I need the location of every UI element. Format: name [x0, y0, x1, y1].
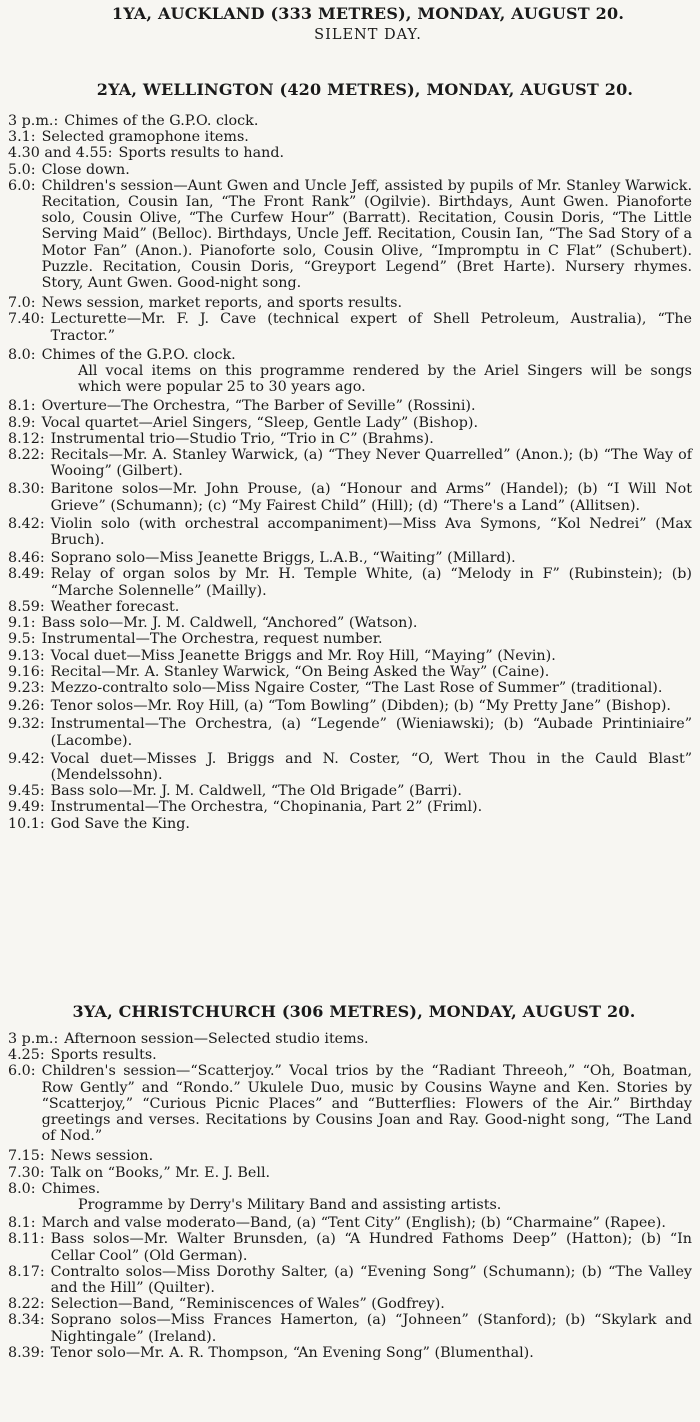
entry-time: 9.45:: [8, 783, 45, 800]
entry-time: 9.49:: [8, 799, 45, 816]
entry-text: Afternoon session—Selected studio items.: [64, 1031, 369, 1047]
program-entry: [8, 1345, 692, 1361]
entry-time: 8.1:: [8, 1215, 36, 1232]
entry-time: 9.42:: [8, 750, 45, 767]
entry-text: March and valse moderato—Band, (a) “Tent City” (English); (b) “Charmaine” (Rapee).: [41, 1215, 666, 1232]
program-entry: [8, 295, 692, 311]
section-heading: 1YA, AUCKLAND (333 METRES), MONDAY, AUGUST 20.: [111, 4, 625, 23]
entry-time: 8.30:: [8, 481, 45, 498]
program-entry: [8, 481, 692, 513]
entry-text: Close down.: [41, 161, 130, 178]
program-entry: [8, 599, 692, 615]
program-entry: [8, 516, 692, 548]
program-entry: [8, 1312, 692, 1344]
entry-time: 8.1:: [8, 398, 36, 415]
entry-time: 9.23:: [8, 679, 45, 696]
program-entry: [8, 816, 692, 832]
program-entry: [8, 751, 692, 783]
entry-text: News session.: [50, 1148, 154, 1165]
entry-text: Overture—The Orchestra, “The Barber of Seville” (Rossini).: [41, 398, 476, 415]
entry-text: Bass solo—Mr. J. M. Caldwell, “Anchored” (Watson).: [41, 615, 418, 632]
entry-text: Vocal duet—Misses J. Briggs and N. Coster, “O, Wert Thou in the Cauld Blast” (Mendelssohn).: [50, 750, 692, 783]
program-entry: [8, 664, 692, 680]
program-entry: [8, 447, 692, 479]
program-entry: [8, 129, 692, 145]
entry-time: 4.25:: [8, 1047, 45, 1064]
entry-text: Instrumental—The Orchestra, “Chopinania, Part 2” (Friml).: [50, 799, 483, 816]
program-entry: [8, 162, 692, 178]
entry-time: 8.39:: [8, 1344, 45, 1361]
program-entry: [8, 311, 692, 343]
program-entry: [8, 1047, 692, 1063]
section-2ya: [8, 80, 692, 832]
program-entry: [8, 347, 692, 363]
section-heading: 3YA, CHRISTCHURCH (306 METRES), MONDAY, AUGUST 20.: [72, 1002, 636, 1021]
entry-text: Chimes.: [41, 1180, 101, 1197]
entry-time: 7.0:: [8, 295, 36, 312]
program-entry: [8, 1148, 692, 1164]
entry-time: 7.15:: [8, 1148, 45, 1165]
entry-time: 10.1:: [8, 815, 45, 832]
entry-text: Instrumental—The Orchestra, request number.: [41, 631, 383, 648]
entry-time: 8.34:: [8, 1312, 45, 1329]
program-entry: [8, 1165, 692, 1181]
entry-text: Sports results.: [50, 1047, 157, 1064]
entry-text: Instrumental trio—Studio Trio, “Trio in C” (Brahms).: [50, 430, 434, 447]
program-entry: [8, 1215, 692, 1231]
entry-time: 7.40:: [8, 311, 45, 328]
entry-text: Chimes of the G.P.O. clock.: [41, 346, 236, 363]
entry-time: 9.13:: [8, 647, 45, 664]
program-entry: [8, 178, 692, 291]
entry-time: 9.16:: [8, 663, 45, 680]
entry-time: 8.22:: [8, 1296, 45, 1313]
program-entry: [8, 1063, 692, 1144]
entry-time: 8.11:: [8, 1231, 45, 1248]
entry-time: 8.22:: [8, 447, 45, 464]
entry-text: Selection—Band, “Reminiscences of Wales” (Godfrey).: [50, 1296, 445, 1313]
program-entry: [8, 631, 692, 647]
entry-time: 9.1:: [8, 615, 36, 632]
entry-text: Recitals—Mr. A. Stanley Warwick, (a) “They Never Quarrelled” (Anon.); (b) “The Way of Wooing” (Gilbert).: [50, 447, 692, 480]
program-entry: [8, 698, 692, 714]
entry-time: 9.32:: [8, 716, 45, 733]
entry-text: News session, market reports, and sports results.: [41, 295, 403, 312]
entry-time: 3.1:: [8, 129, 36, 146]
entry-time: 3 p.m.:: [8, 113, 59, 129]
entry-time: 8.42:: [8, 515, 45, 532]
program-entry: [8, 1264, 692, 1296]
entry-time: 3 p.m.:: [8, 1031, 59, 1047]
program-entry: [8, 145, 692, 161]
entry-text: Sports results to hand.: [118, 145, 285, 162]
program-entry: [8, 1296, 692, 1312]
entry-text: Children's session—Aunt Gwen and Uncle Jeff, assisted by pupils of Mr. Stanley Warwick. Recitation, Cousin Ian, “The Front Rank” (Ogilvie). Birthdays, Aunt Gwen. Pianoforte solo, Cousin Olive, “The Curfew Hour” (Barratt). Recitation, Cousin Doris, “The Little Serving Maid” (Belloc). Birthdays, Uncle Jeff. Recitation, Cousin Ian, “The Sad Story of a Motor Fan” (Anon.). Pianoforte solo, Cousin Olive, “Impromptu in C Flat” (Schubert). Puzzle. Recitation, Cousin Doris, “Greyport Legend” (Bret Harte). Nursery rhymes. Story, Aunt Gwen. Good-night song.: [41, 177, 692, 292]
entry-text: Baritone solos—Mr. John Prouse, (a) “Honour and Arms” (Handel); (b) “I Will Not Grieve” (Schumann); (c) “My Fairest Child” (Hill); (d) “There's a Land” (Allitsen).: [50, 481, 692, 514]
entry-text: Selected gramophone items.: [41, 129, 249, 146]
entry-text: Mezzo-contralto solo—Miss Ngaire Coster, “The Last Rose of Summer” (traditional).: [50, 679, 663, 696]
section-heading: 2YA, WELLINGTON (420 METRES), MONDAY, AUGUST 20.: [96, 80, 634, 99]
entry-time: 6.0:: [8, 1063, 36, 1080]
entry-text: Recital—Mr. A. Stanley Warwick, “On Being Asked the Way” (Caine).: [50, 663, 550, 680]
entry-time: 8.17:: [8, 1263, 45, 1280]
program-entry: [8, 783, 692, 799]
program-note: Programme by Derry's Military Band and assisting artists.: [78, 1197, 502, 1214]
entry-time: 9.5:: [8, 631, 36, 648]
entry-text: Relay of organ solos by Mr. H. Temple White, (a) “Melody in F” (Rubinstein); (b) “Marche Solennelle” (Mailly).: [50, 566, 692, 599]
entry-time: 7.30:: [8, 1164, 45, 1181]
program-entry: [8, 648, 692, 664]
program-entry: [8, 799, 692, 815]
entry-text: Violin solo (with orchestral accompaniment)—Miss Ava Symons, “Kol Nedrei” (Max Bruch).: [50, 515, 692, 549]
entry-text: God Save the King.: [50, 815, 190, 832]
entry-text: Chimes of the G.P.O. clock.: [64, 113, 259, 129]
program-entry: [8, 415, 692, 431]
entry-text: Vocal quartet—Ariel Singers, “Sleep, Gentle Lady” (Bishop).: [41, 414, 478, 431]
section-1ya: [0, 4, 700, 43]
section-3ya: [8, 1002, 692, 1361]
entry-text: Bass solos—Mr. Walter Brunsden, (a) “A Hundred Fathoms Deep” (Hatton); (b) “In Cellar Cool” (Old German).: [50, 1231, 692, 1264]
program-entry: [8, 566, 692, 598]
entry-text: Contralto solos—Miss Dorothy Salter, (a) “Evening Song” (Schumann); (b) “The Valley and the Hill” (Quilter).: [50, 1263, 692, 1297]
entry-text: Lecturette—Mr. F. J. Cave (technical expert of Shell Petroleum, Australia), “The Tractor.”: [50, 311, 692, 344]
program-entry: [8, 615, 692, 631]
entry-time: 8.46:: [8, 550, 45, 567]
program-entry: [8, 398, 692, 414]
program-list: [8, 1215, 692, 1361]
program-note: All vocal items on this programme rendered by the Ariel Singers will be songs which were popular 25 to 30 years ago.: [78, 363, 692, 396]
entry-text: Weather forecast.: [50, 598, 180, 615]
entry-time: 8.9:: [8, 414, 36, 431]
entry-text: Soprano solo—Miss Jeanette Briggs, L.A.B., “Waiting” (Millard).: [50, 550, 516, 567]
program-list: [8, 113, 692, 363]
entry-time: 6.0:: [8, 177, 36, 194]
entry-time: 8.0:: [8, 346, 36, 363]
entry-time: 8.59:: [8, 598, 45, 615]
entry-text: Soprano solos—Miss Frances Hamerton, (a) “Johneen” (Stanford); (b) “Skylark and Nightingale” (Ireland).: [50, 1312, 692, 1345]
program-list: [8, 1031, 692, 1197]
entry-time: 8.12:: [8, 430, 45, 447]
section-subheading: SILENT DAY.: [314, 27, 422, 43]
entry-text: Tenor solo—Mr. A. R. Thompson, “An Evening Song” (Blumenthal).: [50, 1344, 534, 1361]
entry-text: Instrumental—The Orchestra, (a) “Legende” (Wieniawski); (b) “Aubade Printiniaire” (Lacombe).: [50, 716, 692, 749]
entry-time: 9.26:: [8, 698, 45, 715]
entry-text: Children's session—“Scatterjoy.” Vocal trios by the “Radiant Threeoh,” “Oh, Boatman, Row Gently” and “Rondo.” Ukulele Duo, music by Cousins Wayne and Ken. Stories by “Scatterjoy,” “Curious Picnic Places” and “Butterflies: Flowers of the Air.” Birthday greetings and verses. Recitations by Cousins Joan and Ray. Good-night song, “The Land of Nod.”: [41, 1063, 692, 1145]
entry-time: 4.30 and 4.55:: [8, 145, 113, 162]
program-entry: [8, 1181, 692, 1197]
entry-time: 5.0:: [8, 161, 36, 178]
program-entry: [8, 716, 692, 748]
entry-time: 8.49:: [8, 566, 45, 583]
program-entry: [8, 680, 692, 696]
entry-text: Talk on “Books,” Mr. E. J. Bell.: [50, 1164, 271, 1181]
program-entry: [8, 1231, 692, 1263]
entry-time: 8.0:: [8, 1180, 36, 1197]
program-entry: [8, 1031, 692, 1047]
entry-text: Bass solo—Mr. J. M. Caldwell, “The Old Brigade” (Barri).: [50, 783, 462, 800]
entry-text: Tenor solos—Mr. Roy Hill, (a) “Tom Bowling” (Dibden); (b) “My Pretty Jane” (Bishop).: [50, 698, 671, 715]
program-entry: [8, 431, 692, 447]
program-list: [8, 398, 692, 831]
program-entry: [8, 550, 692, 566]
entry-text: Vocal duet—Miss Jeanette Briggs and Mr. Roy Hill, “Maying” (Nevin).: [50, 647, 556, 664]
program-entry: [8, 113, 692, 129]
